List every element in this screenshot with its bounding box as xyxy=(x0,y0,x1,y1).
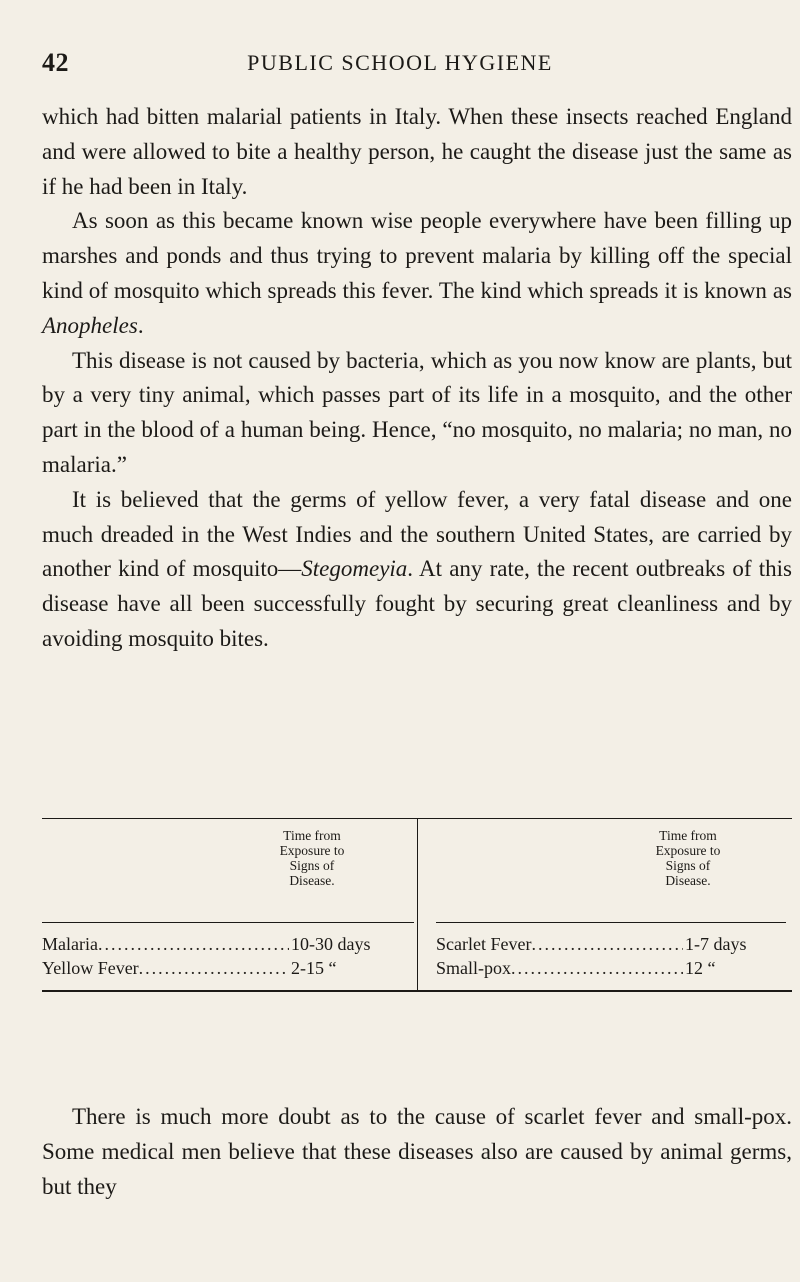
table-right-header: Time from Exposure to Signs of Disease. xyxy=(418,819,793,923)
page-header xyxy=(0,48,800,88)
body-text xyxy=(42,100,792,657)
table-right-column xyxy=(418,819,793,990)
table-bottom-rule xyxy=(42,990,792,992)
anopheles-term: Anopheles xyxy=(42,312,138,338)
table-row: Small-pox ..... 12 “ xyxy=(418,956,793,980)
table-left-header: Time from Exposure to Signs of Disease. xyxy=(42,819,417,923)
running-head: PUBLIC SCHOOL HYGIENE xyxy=(247,50,553,75)
table-left-column xyxy=(42,819,418,990)
table-row: Malaria ..... 10-30 days xyxy=(42,932,417,956)
paragraph-4: It is believed that the germs of yellow fever, a very fatal disease and one much dreaded in the West Indies and the southern United States, are carried by another kind of mosquito—Stegomeyia. At any rate, the recent outbreaks of this disease have all been successfully fought by securing great cleanliness and by avoiding mosquito bites. xyxy=(42,486,792,651)
paragraph-1: which had bitten malarial patients in Italy. When these insects reached England and were allowed to bite a healthy person, he caught the disease just the same as if he had been in Italy. xyxy=(42,104,792,199)
page-number: 42 xyxy=(42,48,69,77)
body-text-continued xyxy=(42,1100,792,1204)
incubation-table xyxy=(42,818,792,992)
paragraph-2: As soon as this became known wise people everywhere have been filling up marshes and ponds and thus trying to prevent malaria by killing off the special kind of mosquito which spreads this fever. The kind which spreads it is known as Anopheles. xyxy=(42,208,792,338)
paragraph-5: There is much more doubt as to the cause of scarlet fever and small-pox. Some medical men believe that these diseases also are caused by animal germs, but they xyxy=(42,1104,792,1199)
stegomeyia-term: Stegomeyia xyxy=(301,556,408,582)
table-row: Scarlet Fever ..... 1-7 days xyxy=(418,932,793,956)
paragraph-3: This disease is not caused by bacteria, which as you now know are plants, but by a very tiny animal, which passes part of its life in a mosquito, and the other part in the blood of a human being. Hence, “no mosquito, no malaria; no man, no malaria.” xyxy=(42,347,792,477)
table-row: Yellow Fever ..... 2-15 “ xyxy=(42,956,417,980)
